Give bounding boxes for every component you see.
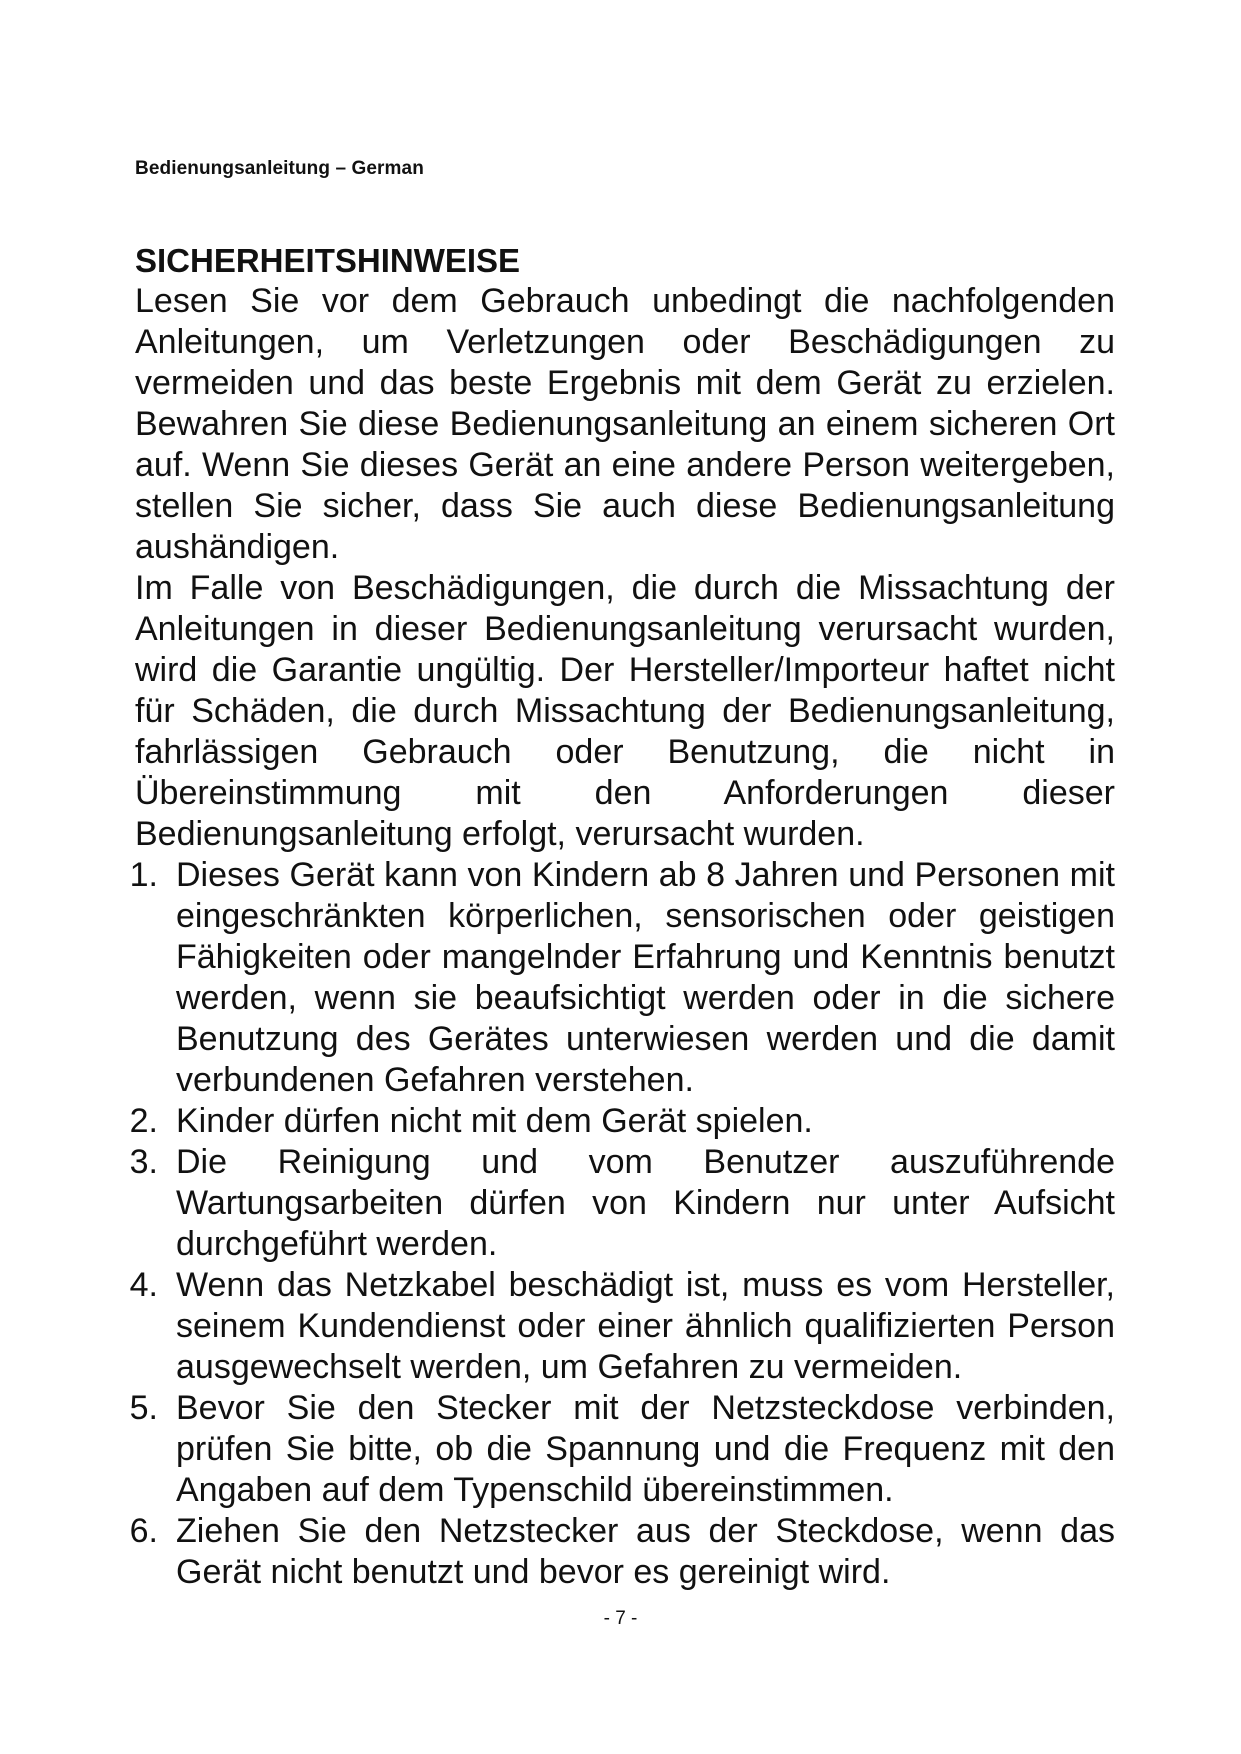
list-item-text: Wenn das Netzkabel beschädigt ist, muss es vom Hersteller, seinem Kundendienst oder einer ähnlich qualifizierten Person ausgewechselt werden, um Gefahren zu vermeiden. [176, 1266, 1115, 1386]
safety-instructions-list [129, 855, 1115, 1593]
section-title: SICHERHEITSHINWEISE [135, 242, 521, 279]
list-item [129, 1142, 1115, 1265]
intro-paragraph: Lesen Sie vor dem Gebrauch unbedingt die nachfolgenden Anleitungen, um Verletzungen oder Beschädigungen zu vermeiden und das beste Ergebnis mit dem Gerät zu erzielen. Bewahren Sie diese Bedienungsanleitung an einem sicheren Ort auf. Wenn Sie dieses Gerät an eine andere Person weitergeben, stellen Sie sicher, dass Sie auch diese Bedienungsanleitung aushändigen. [135, 282, 1115, 566]
safety-section [129, 240, 1115, 1593]
list-item-number: 3. [129, 1143, 158, 1181]
list-item [129, 1265, 1115, 1388]
running-header: Bedienungsanleitung – German [135, 158, 424, 179]
list-item-number: 5. [129, 1389, 158, 1427]
list-item-text: Die Reinigung und vom Benutzer auszuführende Wartungsarbeiten dürfen von Kindern nur unter Aufsicht durchgeführt werden. [176, 1143, 1115, 1263]
warranty-paragraph: Im Falle von Beschädigungen, die durch die Missachtung der Anleitungen in dieser Bedienungsanleitung verursacht wurden, wird die Garantie ungültig. Der Hersteller/Importeur haftet nicht für Schäden, die durch Missachtung der Bedienungsanleitung, fahrlässigen Gebrauch oder Benutzung, die nicht in Übereinstimmung mit den Anforderungen dieser Bedienungsanleitung erfolgt, verursacht wurden. [135, 569, 1115, 853]
list-item [129, 855, 1115, 1101]
list-item-text: Ziehen Sie den Netzstecker aus der Steckdose, wenn das Gerät nicht benutzt und bevor es gereinigt wird. [176, 1512, 1115, 1591]
list-item [129, 1511, 1115, 1593]
list-item-number: 4. [129, 1266, 158, 1304]
list-item-number: 2. [129, 1102, 158, 1140]
list-item [129, 1388, 1115, 1511]
page-number: - 7 - [603, 1608, 638, 1629]
list-item [129, 1101, 1115, 1142]
list-item-number: 1. [129, 856, 158, 894]
list-item-number: 6. [129, 1512, 158, 1550]
list-item-text: Dieses Gerät kann von Kindern ab 8 Jahren und Personen mit eingeschränkten körperlichen, sensorischen oder geistigen Fähigkeiten oder mangelnder Erfahrung und Kenntnis benutzt werden, wenn sie beaufsichtigt werden oder in die sichere Benutzung des Gerätes unterwiesen werden und die damit verbundenen Gefahren verstehen. [176, 856, 1115, 1099]
list-item-text: Bevor Sie den Stecker mit der Netzsteckdose verbinden, prüfen Sie bitte, ob die Spannung und die Frequenz mit den Angaben auf dem Typenschild übereinstimmen. [176, 1389, 1115, 1509]
list-item-text: Kinder dürfen nicht mit dem Gerät spielen. [176, 1102, 813, 1140]
